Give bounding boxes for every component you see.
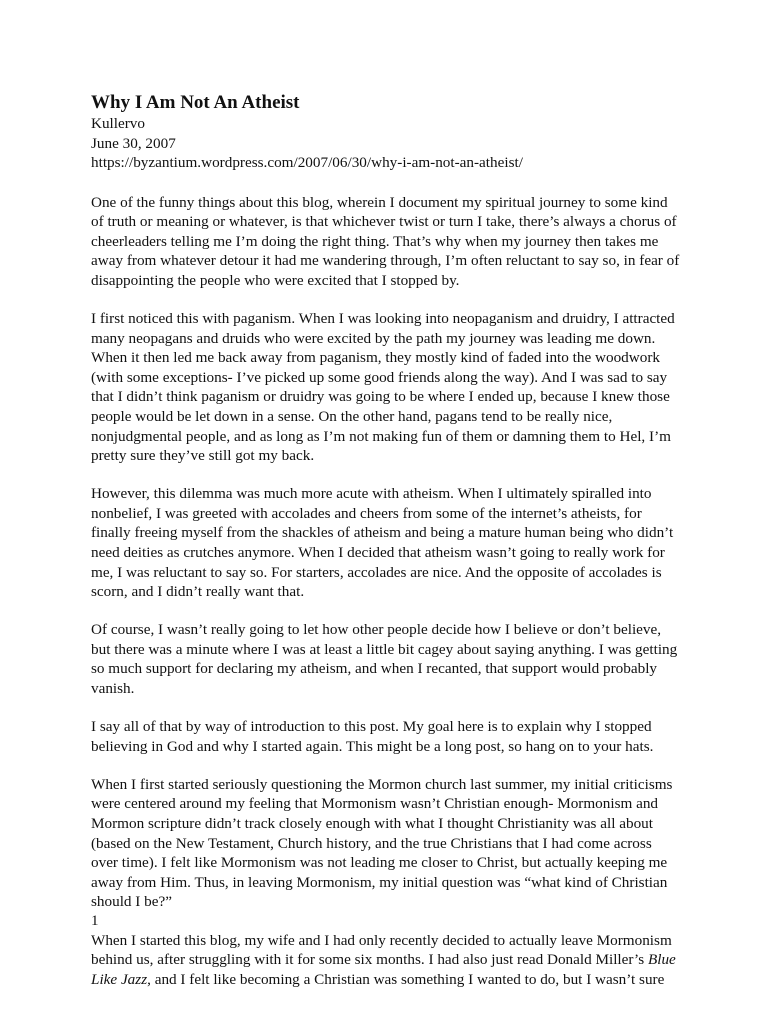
author-name: Kullervo: [91, 115, 145, 132]
page-number: 1: [91, 913, 99, 929]
paragraph-6: When I first started seriously questioning the Mormon church last summer, my initial criticisms were centered around my feeling that Mormonism wasn’t Christian enough- Mormonism and Mormon scripture didn’t track closely enough with what I thought Christianity was all about (based on the New Testament, Church history, and the true Christians that I had come across over time). I felt like Mormonism was not leading me closer to Christ, but actually keeping me away from Him. Thus, in leaving Mormonism, my initial question was “what kind of Christian should I be?”: [91, 775, 673, 911]
source-url: https://byzantium.wordpress.com/2007/06/30/why-i-am-not-an-atheist/: [91, 154, 523, 171]
paragraph-3: However, this dilemma was much more acute with atheism. When I ultimately spiralled into nonbelief, I was greeted with accolades and cheers from some of the internet’s atheists, for finally freeing myself from the shackles of atheism and being a mature human being who didn’t need deities as crutches anymore. When I decided that atheism wasn’t going to really work for me, I was reluctant to say so. For starters, accolades are nice. And the opposite of accolades is scorn, and I didn’t really want that.: [91, 485, 674, 601]
paragraph-7-text-start: When I started this blog, my wife and I had only recently decided to actually leave Mormonism behind us, after struggling with it for some six months. I had also just read Donald Miller’s: [91, 931, 672, 969]
article-body: [91, 193, 680, 990]
paragraph-4: Of course, I wasn’t really going to let how other people decide how I believe or don’t believe, but there was a minute where I was at least a little bit cagey about saying anything. I was getting so much support for declaring my atheism, and when I recanted, that support would probably vanish.: [91, 621, 678, 698]
paragraph-7: [91, 931, 680, 990]
publish-date: June 30, 2007: [91, 134, 176, 152]
document-meta: [91, 114, 680, 173]
paragraph-2: I first noticed this with paganism. When I was looking into neopaganism and druidry, I attracted many neopagans and druids who were excited by the path my journey was leading me down. When it then led me back away from paganism, they mostly kind of faded into the woodwork (with some exceptions- I’ve picked up some good friends along the way). And I was sad to say that I didn’t think paganism or druidry was going to be where I ended up, because I knew those people would be let down in a sense. On the other hand, pagans tend to be really nice, nonjudgmental people, and as long as I’m not making fun of them or damning them to Hel, I’m pretty sure they’ve still got my back.: [91, 309, 675, 465]
paragraph-7-text-end: , and I felt like becoming a Christian was something I wanted to do, but I wasn’t sure: [147, 970, 665, 988]
document-title: Why I Am Not An Atheist: [91, 92, 300, 113]
book-title: Blue Like Jazz: [91, 951, 676, 988]
paragraph-1: One of the funny things about this blog, wherein I document my spiritual journey to some kind of truth or meaning or whatever, is that whichever twist or turn I take, there’s always a chorus of cheerleaders telling me I’m doing the right thing. That’s why when my journey then takes me away from whatever detour it had me wandering through, I’m often reluctant to say so, in fear of disappointing the people who were excited that I stopped by.: [91, 193, 680, 289]
paragraph-5: I say all of that by way of introduction to this post. My goal here is to explain why I stopped believing in God and why I started again. This might be a long post, so hang on to your hats.: [91, 718, 654, 755]
